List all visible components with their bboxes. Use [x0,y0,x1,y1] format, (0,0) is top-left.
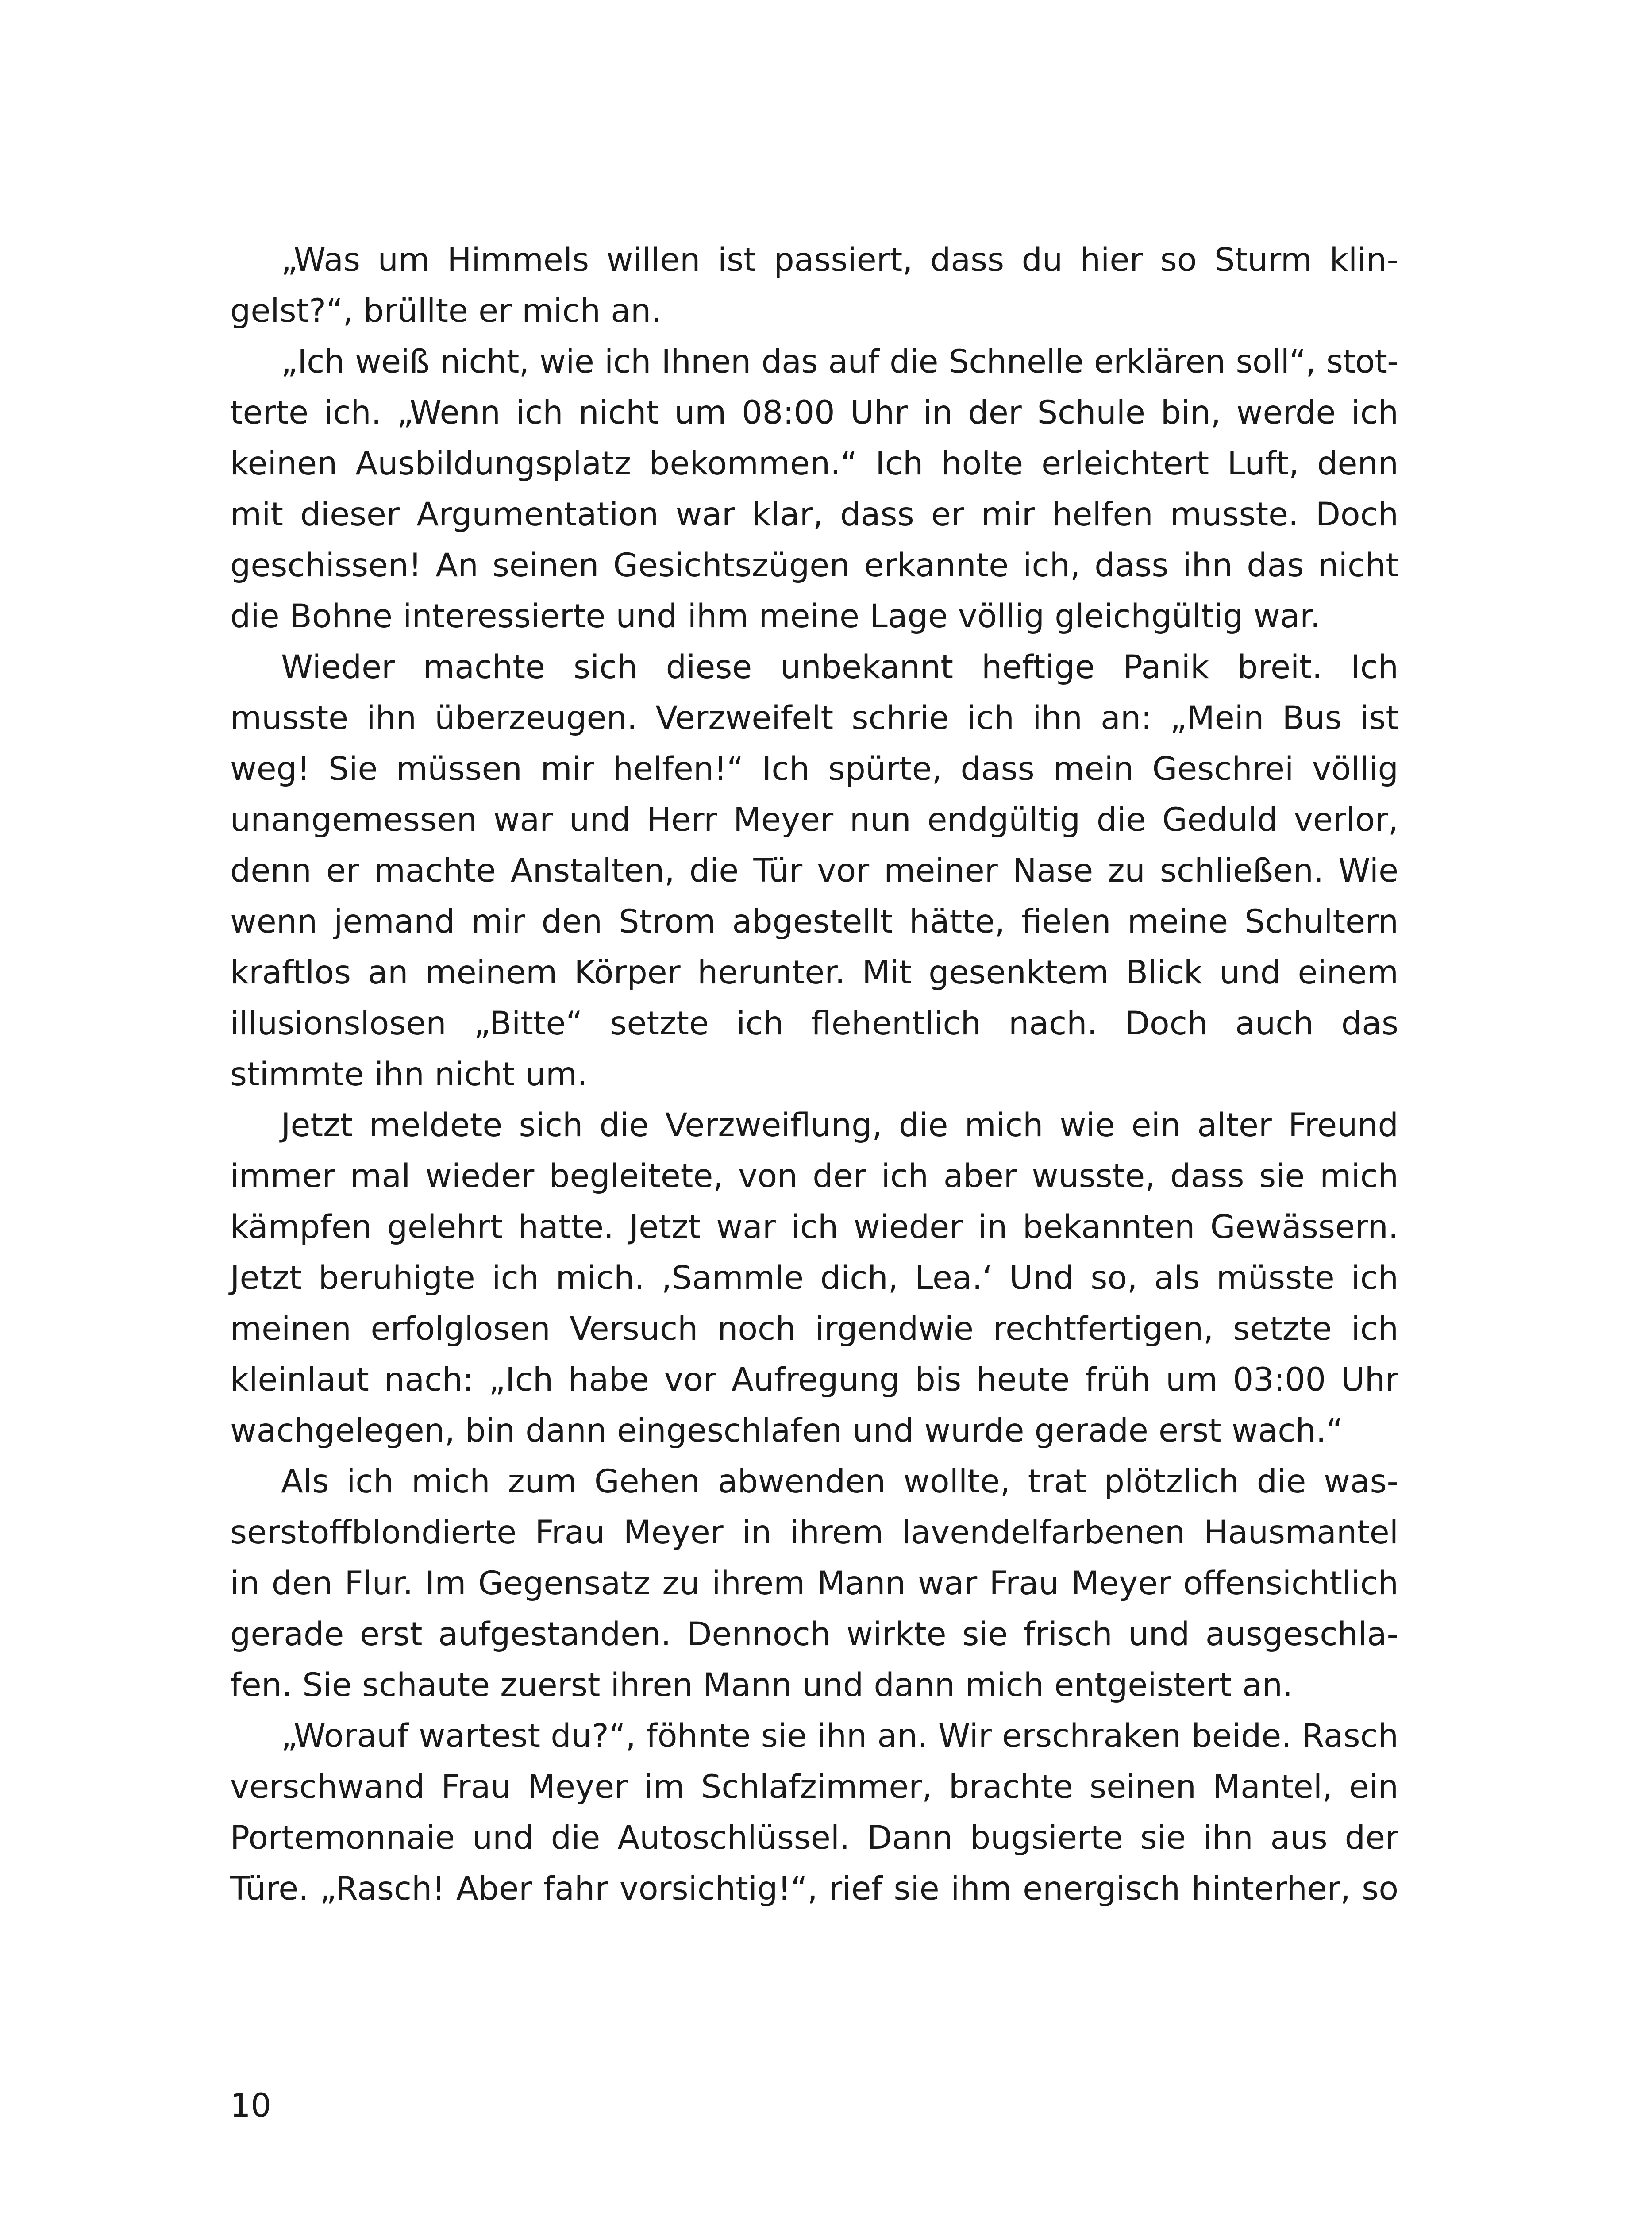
text-line: Wieder machte sich diese unbekannt heftige Panik breit. Ich [281,648,1398,686]
text-line: mit dieser Argumentation war klar, dass er mir helfen musste. Doch [230,496,1398,533]
text-line: kleinlaut nach: „Ich habe vor Aufregung bis heute früh um 03:00 Uhr [230,1361,1398,1399]
text-line: gerade erst aufgestanden. Dennoch wirkte sie frisch und ausgeschla- [230,1615,1398,1653]
text-line: in den Flur. Im Gegensatz zu ihrem Mann war Frau Meyer offensichtlich [230,1565,1398,1602]
text-line: wenn jemand mir den Strom abgestellt hätte, fielen meine Schultern [230,903,1398,941]
text-line: keinen Ausbildungsplatz bekommen.“ Ich holte erleichtert Luft, denn [230,445,1398,482]
text-line: stimmte ihn nicht um. [230,1056,588,1093]
text-line: Portemonnaie und die Autoschlüssel. Dann bugsierte sie ihn aus der [230,1819,1398,1857]
text-line: fen. Sie schaute zuerst ihren Mann und dann mich entgeistert an. [230,1666,1293,1704]
text-line: „Was um Himmels willen ist passiert, dass du hier so Sturm klin- [281,241,1398,279]
paragraph [230,336,1398,642]
text-line: unangemessen war und Herr Meyer nun endgültig die Geduld verlor, [230,801,1398,839]
text-line: „Worauf wartest du?“, föhnte sie ihn an. Wir erschraken beide. Rasch [281,1717,1398,1755]
text-line: Türe. „Rasch! Aber fahr vorsichtig!“, rief sie ihm energisch hinterher, so [230,1870,1398,1908]
paragraph [230,642,1398,1100]
text-line: musste ihn überzeugen. Verzweifelt schrie ich ihn an: „Mein Bus ist [230,699,1398,737]
paragraph [230,1711,1398,1914]
text-line: Jetzt meldete sich die Verzweiflung, die mich wie ein alter Freund [281,1106,1398,1144]
text-line: serstoffblondierte Frau Meyer in ihrem lavendelfarbenen Hausmantel [230,1514,1398,1551]
text-line: weg! Sie müssen mir helfen!“ Ich spürte, dass mein Geschrei völlig [230,750,1398,788]
text-line: kraftlos an meinem Körper herunter. Mit gesenktem Blick und einem [230,954,1398,991]
page-number: 10 [230,2087,271,2124]
paragraph [230,235,1398,336]
text-line: Jetzt beruhigte ich mich. ‚Sammle dich, Lea.‘ Und so, als müsste ich [230,1259,1398,1297]
text-line: wachgelegen, bin dann eingeschlafen und wurde gerade erst wach.“ [230,1412,1343,1450]
text-line: die Bohne interessierte und ihm meine Lage völlig gleichgültig war. [230,598,1321,635]
text-line: denn er machte Anstalten, die Tür vor meiner Nase zu schließen. Wie [230,852,1398,890]
text-line: gelst?“, brüllte er mich an. [230,292,662,330]
text-line: meinen erfolglosen Versuch noch irgendwie rechtfertigen, setzte ich [230,1310,1398,1348]
text-line: verschwand Frau Meyer im Schlafzimmer, brachte seinen Mantel, ein [230,1768,1398,1806]
text-line: terte ich. „Wenn ich nicht um 08:00 Uhr in der Schule bin, werde ich [230,394,1398,432]
body-text [230,235,1398,1914]
paragraph [230,1456,1398,1711]
text-line: geschissen! An seinen Gesichtszügen erkannte ich, dass ihn das nicht [230,547,1398,584]
text-line: illusionslosen „Bitte“ setzte ich flehentlich nach. Doch auch das [230,1005,1398,1042]
text-line: „Ich weiß nicht, wie ich Ihnen das auf die Schnelle erklären soll“, stot- [281,343,1398,381]
paragraph [230,1100,1398,1456]
text-line: kämpfen gelehrt hatte. Jetzt war ich wieder in bekannten Gewässern. [230,1208,1398,1246]
text-line: immer mal wieder begleitete, von der ich aber wusste, dass sie mich [230,1157,1398,1195]
text-line: Als ich mich zum Gehen abwenden wollte, trat plötzlich die was- [281,1463,1398,1500]
